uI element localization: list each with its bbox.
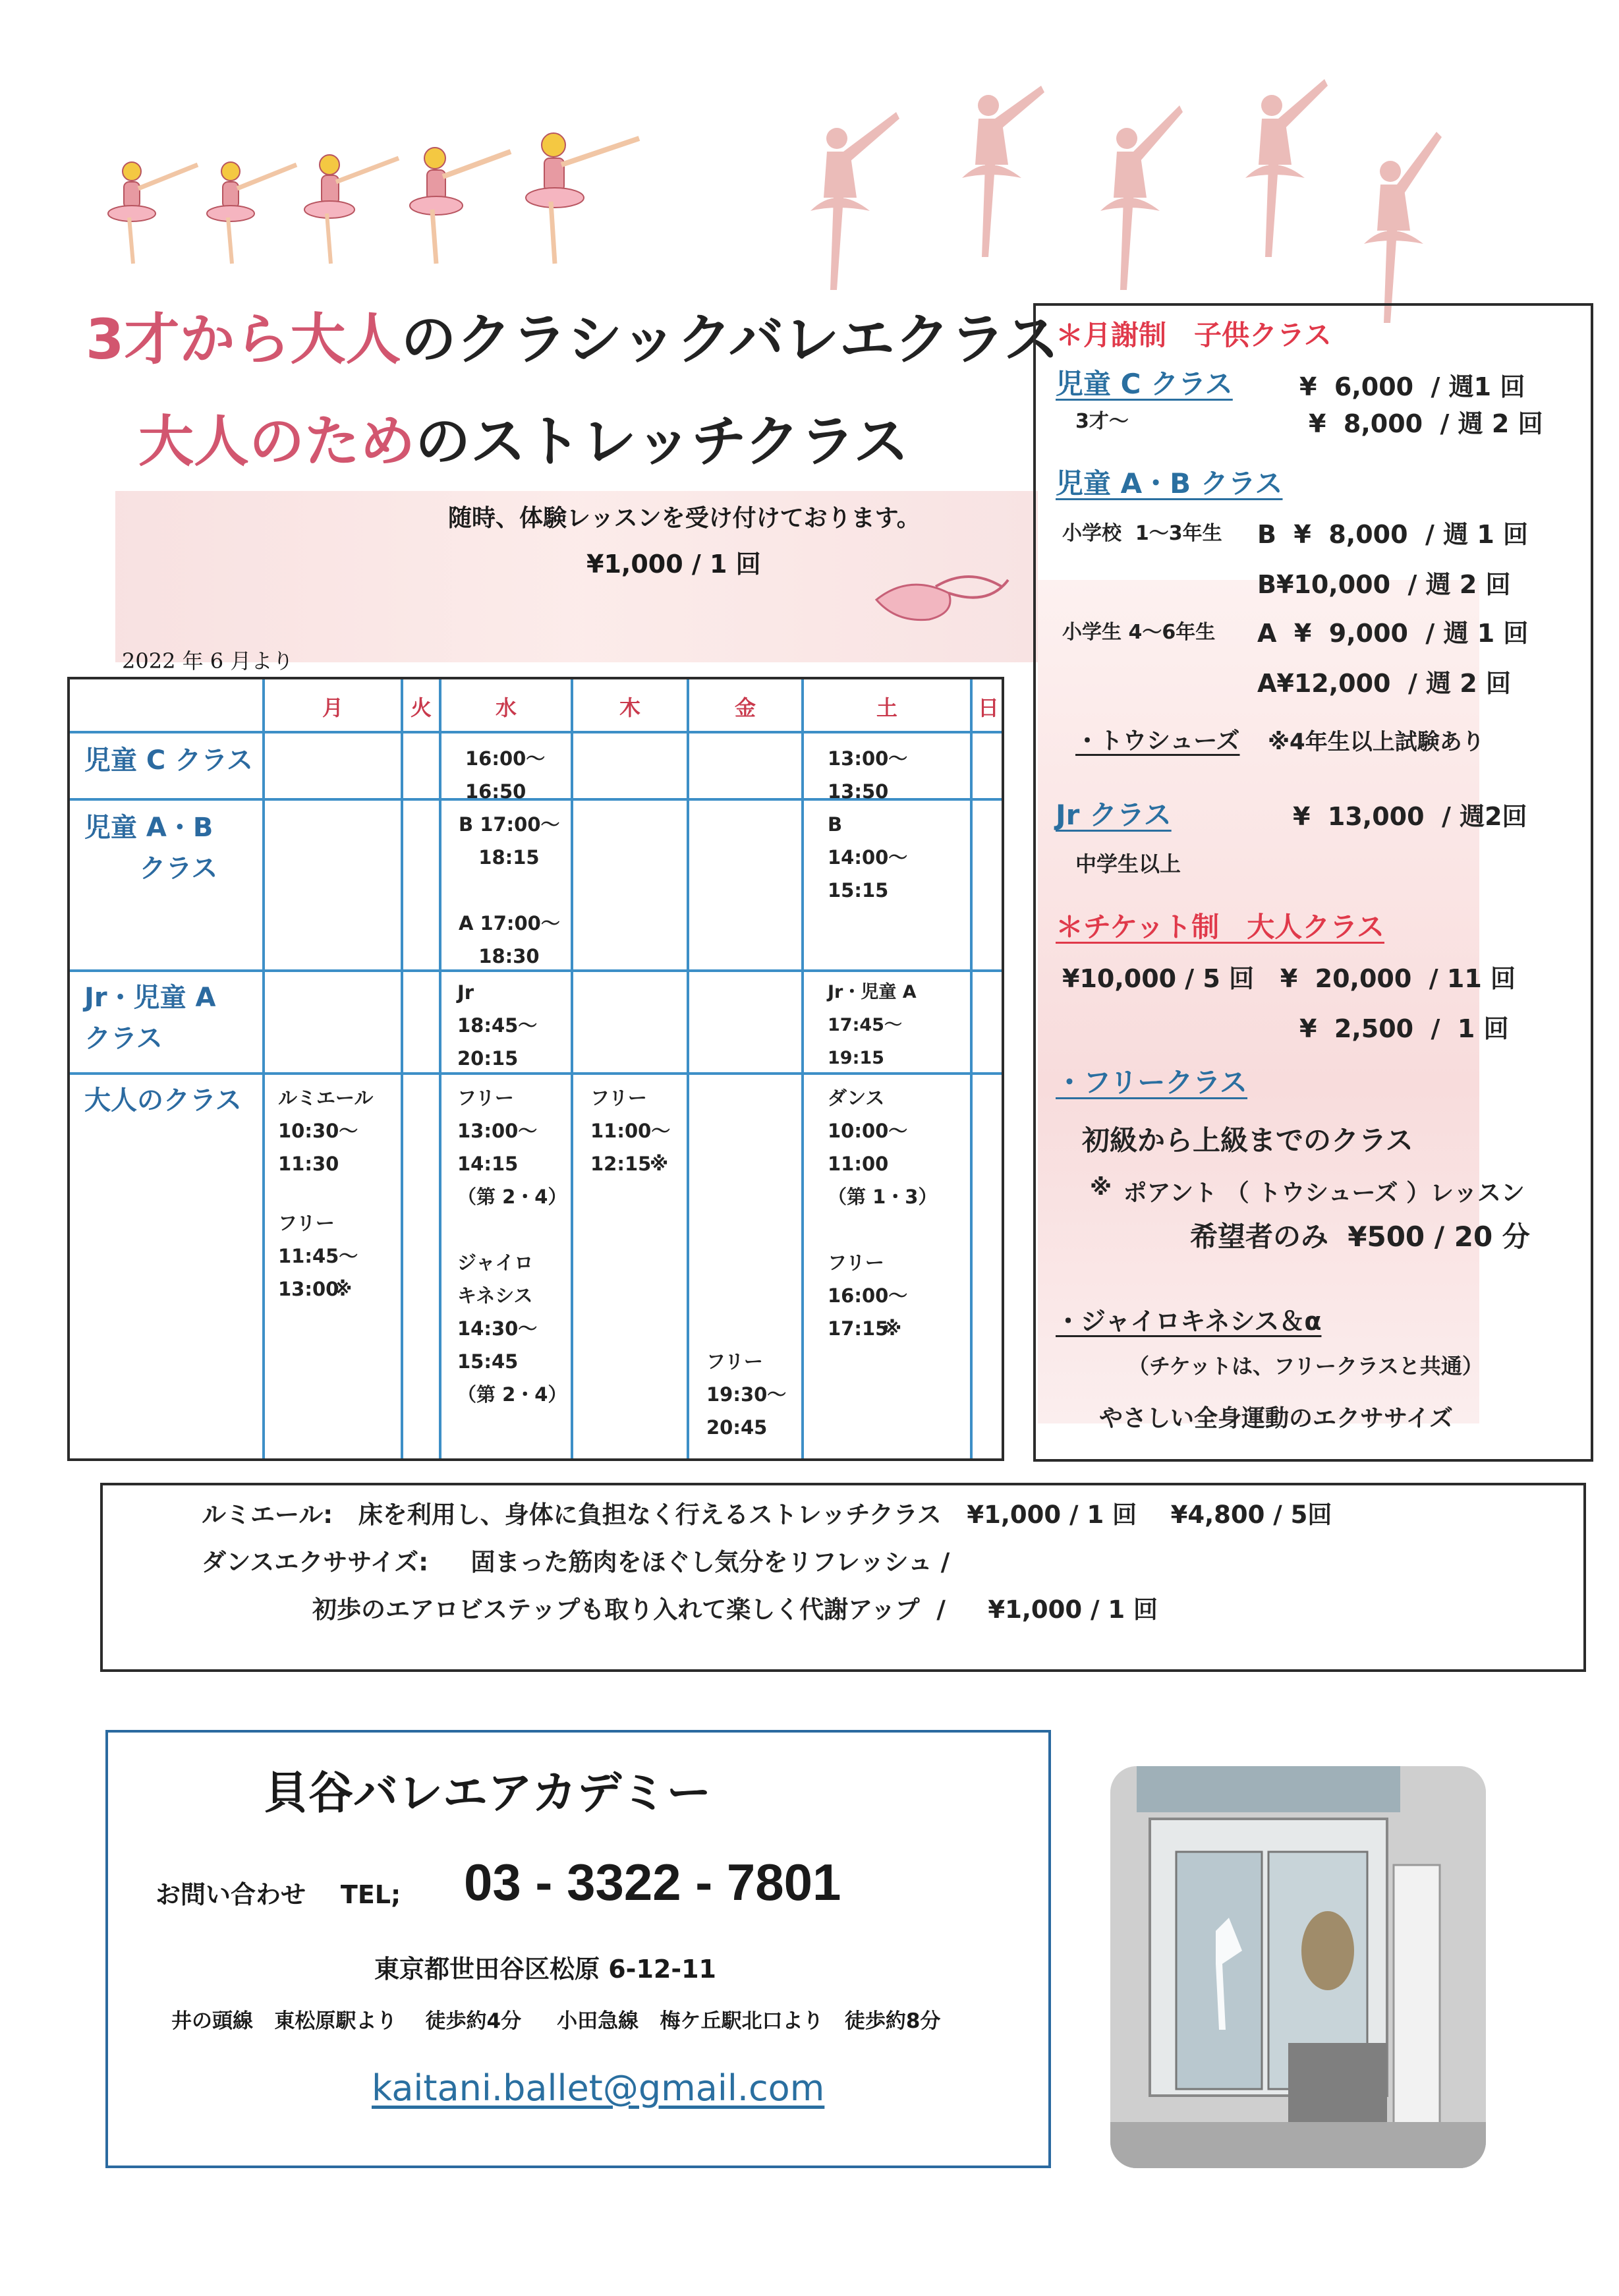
- gyro-heading: ・ジャイロキネシス＆α: [1056, 1307, 1322, 1336]
- ab-class-wed: B 17:00～ 18:15 A 17:00～ 18:30: [459, 813, 560, 967]
- adult-mon-free: フリー 11:45～ 13:00: [278, 1212, 358, 1300]
- title-line-2-highlight: 大人のため: [138, 409, 416, 474]
- day-wed: 水: [495, 695, 517, 720]
- pointe-lesson: ポアント （ トウシューズ ）レッスン: [1115, 1180, 1525, 1207]
- adult-mon-note-mark: ※: [333, 1278, 353, 1300]
- adult-wed-free: フリー 13:00～ 14:15 （第 2・4）: [457, 1087, 567, 1208]
- dance-exercise-description-2: 初歩のエアロビステップも取り入れて楽しく代謝アップ / ¥1,000 / 1 回: [312, 1595, 1158, 1624]
- address: 東京都世田谷区松原 6-12-11: [374, 1955, 716, 1984]
- adult-fri-free: フリー 19:30～ 20:45: [706, 1350, 787, 1439]
- ballerina-illustrations: [92, 112, 685, 303]
- title-line-1: [86, 306, 1059, 372]
- adult-sat-note-mark: ※: [883, 1317, 902, 1340]
- monthly-heading: ＊月謝制 子供クラス: [1056, 319, 1332, 351]
- ab-grade-4-6: 小学生 4～6年生: [1062, 621, 1216, 644]
- day-fri: 金: [734, 695, 756, 720]
- adult-sat-free: フリー 16:00～ 17:15: [828, 1251, 908, 1340]
- pointe-shoes-illustration: [857, 560, 1028, 659]
- day-tue: 火: [410, 695, 432, 720]
- lumiere-description: ルミエール: 床を利用し、身体に負担なく行えるストレッチクラス ¥1,000 / 1 回 ¥4,800 / 5回: [202, 1501, 1332, 1529]
- title-line-2: [138, 409, 909, 474]
- access-directions: 井の頭線 東松原駅より 徒歩約4分 小田急線 梅ケ丘駅北口より 徒歩約8分: [171, 2009, 941, 2033]
- dance-exercise-description: ダンスエクササイズ: 固まった筋肉をほぐし気分をリフレッシュ /: [202, 1548, 950, 1576]
- row-label-ab-class: 児童 A・B クラス: [84, 813, 218, 884]
- adult-thu-note-mark: ※: [650, 1153, 669, 1175]
- ab-price-row-3: A ¥ 9,000 / 週 1 回: [1257, 619, 1529, 648]
- c-class-price-1: ¥ 6,000 / 週1 回: [1299, 372, 1525, 401]
- jr-class-heading: Jr クラス: [1056, 799, 1172, 831]
- row-label-jr-class: Jr・児童 A クラス: [84, 983, 216, 1054]
- pointe-price: 希望者のみ ¥500 / 20 分: [1190, 1220, 1530, 1253]
- c-class-price-2: ¥ 8,000 / 週 2 回: [1309, 409, 1543, 438]
- studio-building-photo: [1110, 1766, 1486, 2168]
- trial-text: 随時、体験レッスンを受け付けております。: [448, 505, 921, 532]
- ab-class-sat: B 14:00～ 15:15: [828, 813, 908, 902]
- ab-price-row-4: A¥12,000 / 週 2 回: [1257, 669, 1511, 698]
- row-label-adult-class: 大人のクラス: [84, 1085, 242, 1116]
- free-class-heading: ・フリークラス: [1056, 1066, 1248, 1099]
- building-graphic: [1110, 1766, 1486, 2168]
- toe-shoes-note: ※4年生以上試験あり: [1268, 729, 1485, 755]
- day-mon: 月: [322, 695, 343, 720]
- day-sun: 日: [977, 695, 999, 720]
- c-class-age: 3才～: [1075, 410, 1129, 433]
- row-label-c-class: 児童 C クラス: [84, 745, 254, 776]
- c-class-sat: 13:00～ 13:50: [828, 747, 908, 803]
- c-class-heading: 児童 C クラス: [1056, 368, 1233, 400]
- ab-class-heading: 児童 A・B クラス: [1056, 467, 1283, 500]
- c-class-wed: 16:00～ 16:50: [465, 747, 546, 803]
- ticket-heading: ＊チケット制 大人クラス: [1056, 911, 1384, 943]
- ab-price-row-2: B¥10,000 / 週 2 回: [1257, 570, 1511, 599]
- toe-shoes-label: ・トウシューズ: [1075, 728, 1240, 755]
- schedule-table: [67, 677, 1004, 1461]
- class-descriptions: [100, 1483, 1586, 1672]
- inquiry-label: お問い合わせ TEL;: [156, 1880, 401, 1909]
- adult-thu-free: フリー 11:00～ 12:15: [590, 1087, 671, 1175]
- gyro-desc: やさしい全身運動のエクササイズ: [1099, 1405, 1454, 1432]
- ab-price-row-1: B ¥ 8,000 / 週 1 回: [1257, 520, 1528, 549]
- gyro-note: （チケットは、フリークラスと共通）: [1128, 1354, 1483, 1379]
- ab-grade-1-3: 小学校 1～3年生: [1062, 522, 1222, 545]
- price-list: [1033, 303, 1593, 1462]
- jr-class-sat: Jr・児童 A 17:45～ 19:15: [828, 982, 917, 1068]
- academy-name: 貝谷バレエアカデミー: [264, 1767, 712, 1820]
- adult-mon-lumiere: ルミエール 10:30～ 11:30: [278, 1087, 374, 1175]
- ticket-price-row-1: ¥10,000 / 5 回 ¥ 20,000 / 11 回: [1062, 964, 1516, 993]
- day-thu: 木: [619, 695, 640, 720]
- email-link[interactable]: kaitani.ballet@gmail.com: [372, 2067, 825, 2109]
- schedule-start-note: 2022 年 6 月より: [122, 648, 294, 674]
- title-line-1-rest: のクラシックバレエクラス: [401, 307, 1060, 372]
- adult-wed-gyro: ジャイロ キネシス 14:30～ 15:45 （第 2・4）: [457, 1251, 567, 1406]
- day-sat: 土: [876, 695, 897, 720]
- jr-class-note: 中学生以上: [1075, 851, 1181, 876]
- contact-box: [105, 1730, 1051, 2168]
- ticket-price-row-2: ¥ 2,500 / 1 回: [1299, 1014, 1509, 1043]
- jr-class-wed: Jr 18:45～ 20:15: [457, 981, 538, 1070]
- adult-sat-dance: ダンス 10:00～ 11:00 （第 1・3）: [828, 1087, 938, 1208]
- free-class-desc: 初級から上級までのクラス: [1082, 1124, 1413, 1157]
- pointe-note-mark: ※: [1090, 1174, 1112, 1201]
- title-line-2-rest: のストレッチクラス: [415, 409, 909, 474]
- title-line-1-highlight: 3才から大人: [86, 307, 401, 372]
- jr-class-price: ¥ 13,000 / 週2回: [1293, 802, 1527, 831]
- phone-number[interactable]: 03 - 3322 - 7801: [464, 1853, 841, 1911]
- trial-price: ¥1,000 / 1 回: [586, 550, 761, 579]
